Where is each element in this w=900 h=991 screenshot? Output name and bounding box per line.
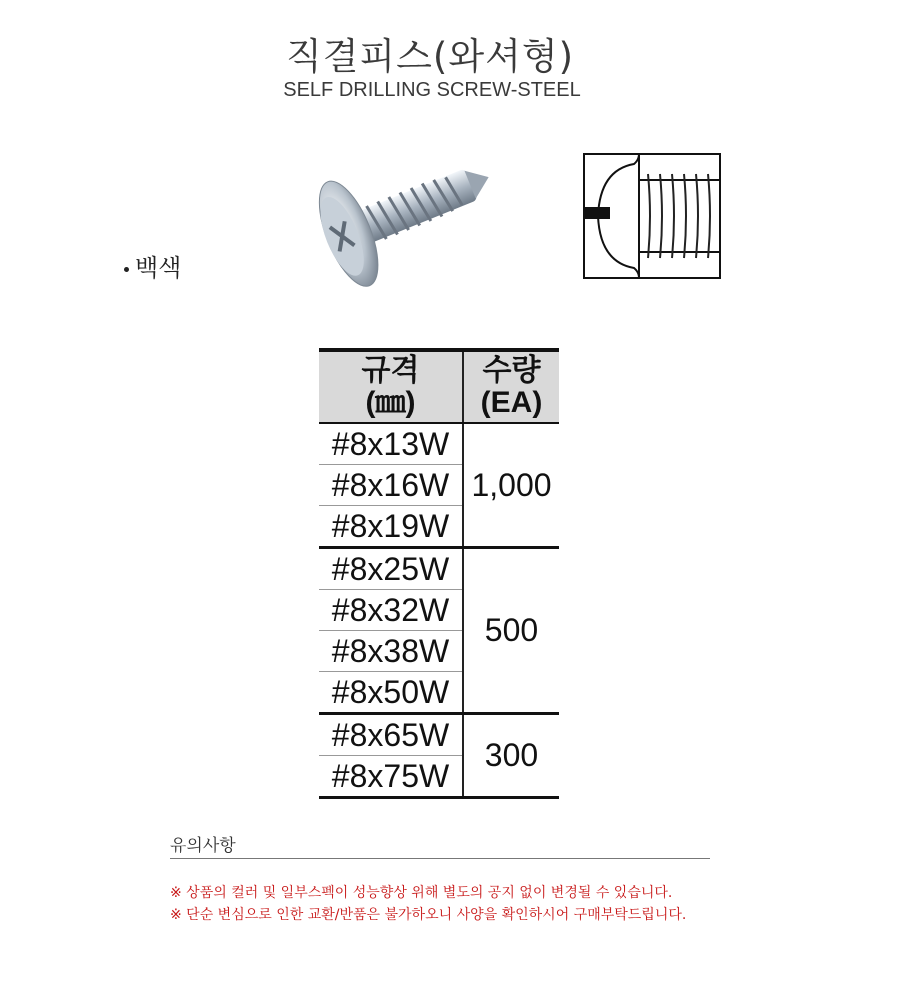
spec-table [319, 348, 559, 799]
note-line: ※ 상품의 컬러 및 일부스펙이 성능향상 위해 별도의 공지 없이 변경될 수 있습니다. [170, 885, 673, 901]
note-line: ※ 단순 변심으로 인한 교환/반품은 불가하오니 사양을 확인하시어 구매부탁드립니다. [170, 907, 687, 923]
quantity-cell: 300 [463, 714, 559, 798]
notes-list [170, 882, 686, 926]
screw-technical-drawing-icon [582, 152, 722, 280]
quantity-cell: 500 [463, 548, 559, 714]
size-cell: #8x75W [319, 756, 463, 798]
size-cell: #8x65W [319, 714, 463, 756]
color-name: 백색 [135, 254, 182, 282]
screw-photo-icon [290, 140, 500, 290]
size-cell: #8x19W [319, 506, 463, 548]
notes-divider [170, 858, 710, 859]
size-cell: #8x32W [319, 590, 463, 631]
size-cell: #8x16W [319, 465, 463, 506]
product-title: 직결피스(와셔형) [285, 35, 575, 78]
product-subtitle: SELF DRILLING SCREW-STEEL [283, 79, 581, 101]
size-cell: #8x13W [319, 423, 463, 465]
bullet-icon [124, 267, 129, 272]
size-cell: #8x25W [319, 548, 463, 590]
size-column-header: 규격 (㎜) [319, 350, 463, 423]
size-cell: #8x50W [319, 672, 463, 714]
color-option-label [124, 248, 181, 283]
quantity-column-header: 수량 (EA) [463, 350, 559, 423]
quantity-cell: 1,000 [463, 423, 559, 548]
size-cell: #8x38W [319, 631, 463, 672]
notes-title: 유의사항 [170, 836, 236, 856]
